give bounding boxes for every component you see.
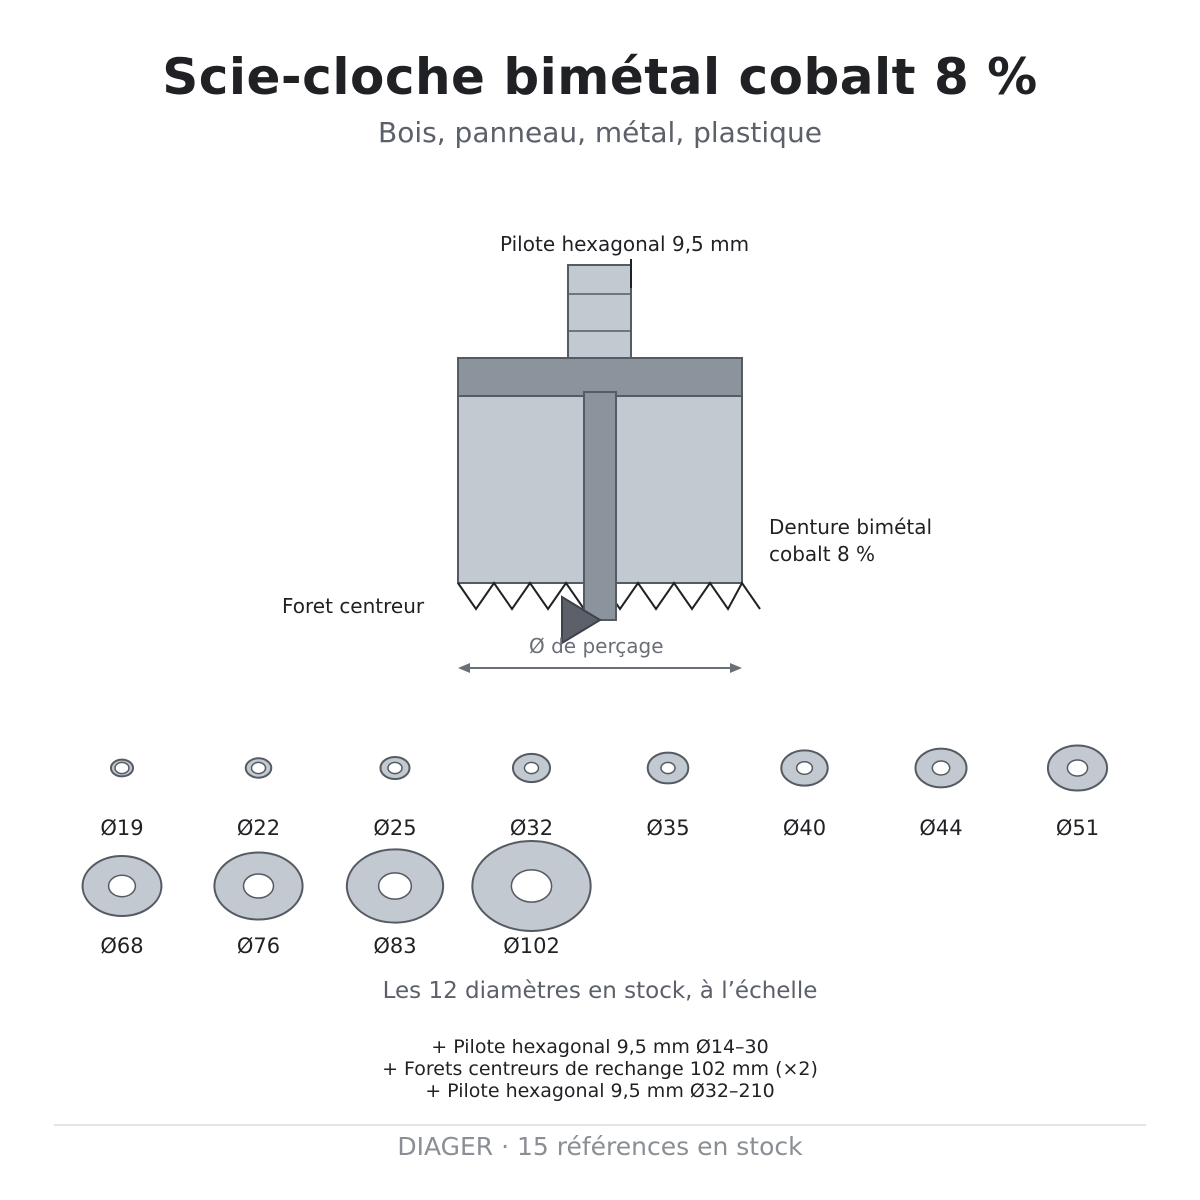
ring-hole (511, 870, 551, 902)
size-ring-32 (513, 754, 550, 782)
ring-hole (244, 874, 274, 898)
center-drill-shank (584, 392, 616, 620)
accessory-item: + Pilote hexagonal 9,5 mm Ø32–210 (425, 1080, 775, 1102)
size-ring-76 (214, 852, 302, 919)
hex-pilot-shank (568, 265, 631, 359)
ring-hole (797, 762, 813, 775)
size-label: Ø25 (373, 816, 417, 840)
size-label: Ø44 (919, 816, 963, 840)
drill-label: Foret centreur (282, 594, 425, 618)
size-ring-83 (347, 849, 443, 922)
size-label: Ø83 (373, 934, 417, 958)
ring-hole (525, 762, 539, 773)
size-label: Ø40 (782, 816, 827, 840)
size-ring-40 (781, 750, 827, 785)
footer-text: DIAGER · 15 références en stock (397, 1132, 803, 1161)
cup-cap (458, 358, 742, 396)
accessory-item: + Pilote hexagonal 9,5 mm Ø14–30 (431, 1036, 769, 1058)
size-ring-68 (83, 856, 162, 916)
size-label: Ø22 (236, 816, 281, 840)
size-label: Ø51 (1055, 816, 1100, 840)
size-ring-19 (111, 760, 133, 777)
page-subtitle: Bois, panneau, métal, plastique (378, 116, 822, 149)
footer-divider (54, 1124, 1146, 1126)
size-label: Ø19 (100, 816, 144, 840)
ring-hole (932, 761, 949, 775)
size-ring-44 (915, 749, 966, 788)
teeth-label-line2: cobalt 8 % (769, 542, 876, 566)
size-label: Ø76 (236, 934, 281, 958)
size-label: Ø32 (509, 816, 554, 840)
size-label: Ø102 (503, 934, 560, 958)
size-ring-22 (246, 758, 272, 777)
size-ring-102 (472, 841, 590, 931)
ring-hole (109, 875, 136, 896)
accessory-item: + Forets centreurs de rechange 102 mm (×2) (382, 1058, 818, 1080)
ring-hole (661, 762, 675, 773)
ring-hole (115, 762, 129, 773)
diameter-label: Ø de perçage (529, 634, 664, 658)
accessories-list (0, 1036, 1200, 1102)
sizes-caption: Les 12 diamètres en stock, à l’échelle (382, 978, 818, 1004)
ring-hole (379, 873, 412, 899)
ring-hole (252, 762, 266, 773)
size-ring-51 (1048, 746, 1107, 791)
size-label: Ø35 (646, 816, 690, 840)
size-ring-35 (648, 753, 689, 784)
size-ring-25 (381, 757, 410, 779)
ring-hole (388, 762, 402, 773)
teeth-label-line1: Denture bimétal (769, 515, 933, 539)
ring-hole (1067, 760, 1087, 776)
pilot-label: Pilote hexagonal 9,5 mm (500, 232, 750, 256)
size-label: Ø68 (100, 934, 144, 958)
page-title: Scie-cloche bimétal cobalt 8 % (162, 48, 1038, 106)
